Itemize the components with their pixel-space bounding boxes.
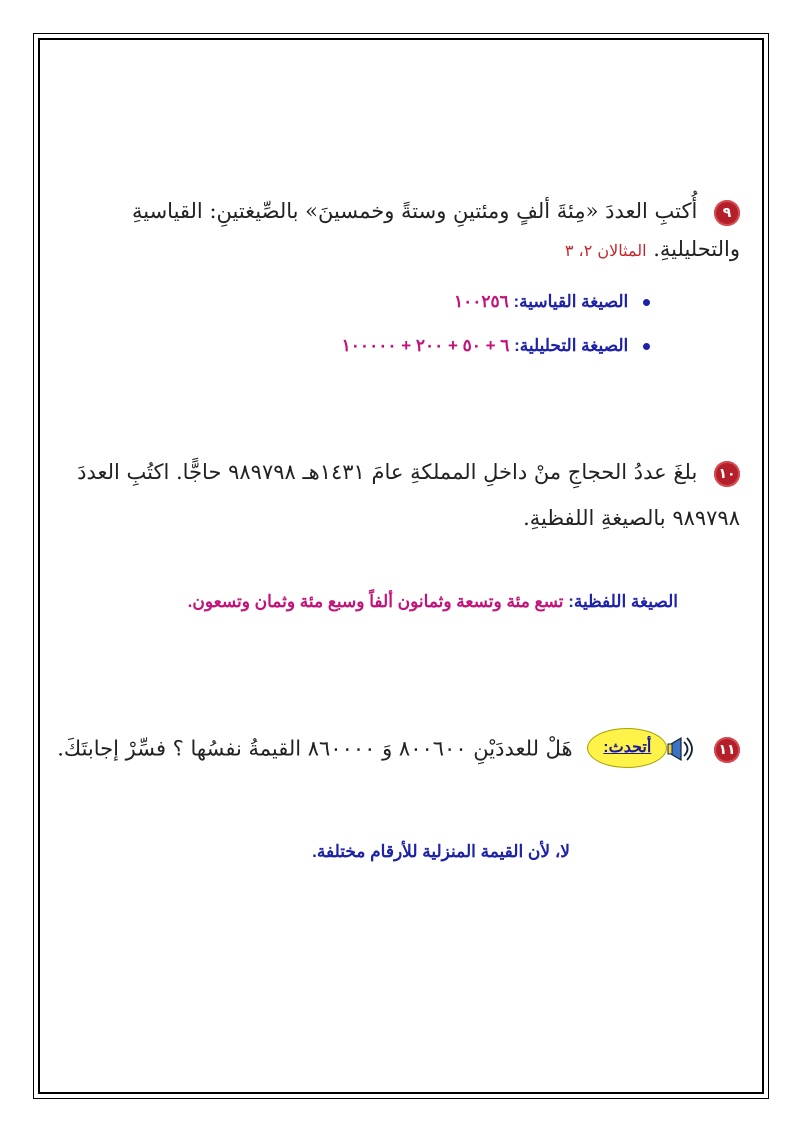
question-10 xyxy=(50,449,740,541)
talk-label: أتحدث: xyxy=(587,728,667,768)
expanded-form-value: ٦ + ٥٠ + ٢٠٠ + ١٠٠٠٠٠ xyxy=(341,336,510,355)
expanded-form-label: الصيغة التحليلية: xyxy=(514,336,629,355)
question-11 xyxy=(50,728,740,772)
question-9 xyxy=(50,192,740,270)
standard-form-value: ١٠٠٢٥٦ xyxy=(453,292,509,311)
answer-11 xyxy=(312,842,570,862)
answer-9-expanded xyxy=(342,336,650,356)
question-number-badge: ٩ xyxy=(714,200,740,226)
question-11-text: هَلْ للعددَيْنِ ٨٠٠٦٠٠ وَ ٨٦٠٠٠٠ القيمةُ نفسُها ؟ فسِّرْ إجابتَكَ. xyxy=(57,736,573,761)
bullet-icon xyxy=(643,343,650,350)
answer-9-standard xyxy=(454,292,650,312)
question-9-text: أُكتبِ العددَ «مِئةَ ألفٍ ومئتينِ وستةً وخمسينَ» بالصِّيغتينِ: القياسيةِ والتحليليةِ. xyxy=(131,199,740,261)
question-number-badge: ١١ xyxy=(714,737,740,763)
question-number-badge: ١٠ xyxy=(714,461,740,487)
answer-10 xyxy=(188,592,678,612)
word-form-label: الصيغة اللفظية: xyxy=(568,592,678,611)
talk-callout xyxy=(587,728,697,772)
answer-11-text: لا، لأن القيمة المنزلية للأرقام مختلفة. xyxy=(312,842,570,861)
question-10-text: بلغَ عددُ الحجاجِ منْ داخلِ المملكةِ عامَ ١٤٣١هـ ٩٨٩٧٩٨ حاجًّا. اكتُبِ العددَ ٩٨٩٧٩٨ بالصيغةِ اللفظيةِ. xyxy=(77,460,740,530)
question-9-reference: المثالان ٢، ٣ xyxy=(564,241,647,260)
standard-form-label: الصيغة القياسية: xyxy=(513,292,629,311)
word-form-value: تسع مئة وتسعة وثمانون ألفاً وسبع مئة وثمان وتسعون. xyxy=(187,592,564,611)
bullet-icon xyxy=(643,299,650,306)
megaphone-icon xyxy=(667,732,697,766)
